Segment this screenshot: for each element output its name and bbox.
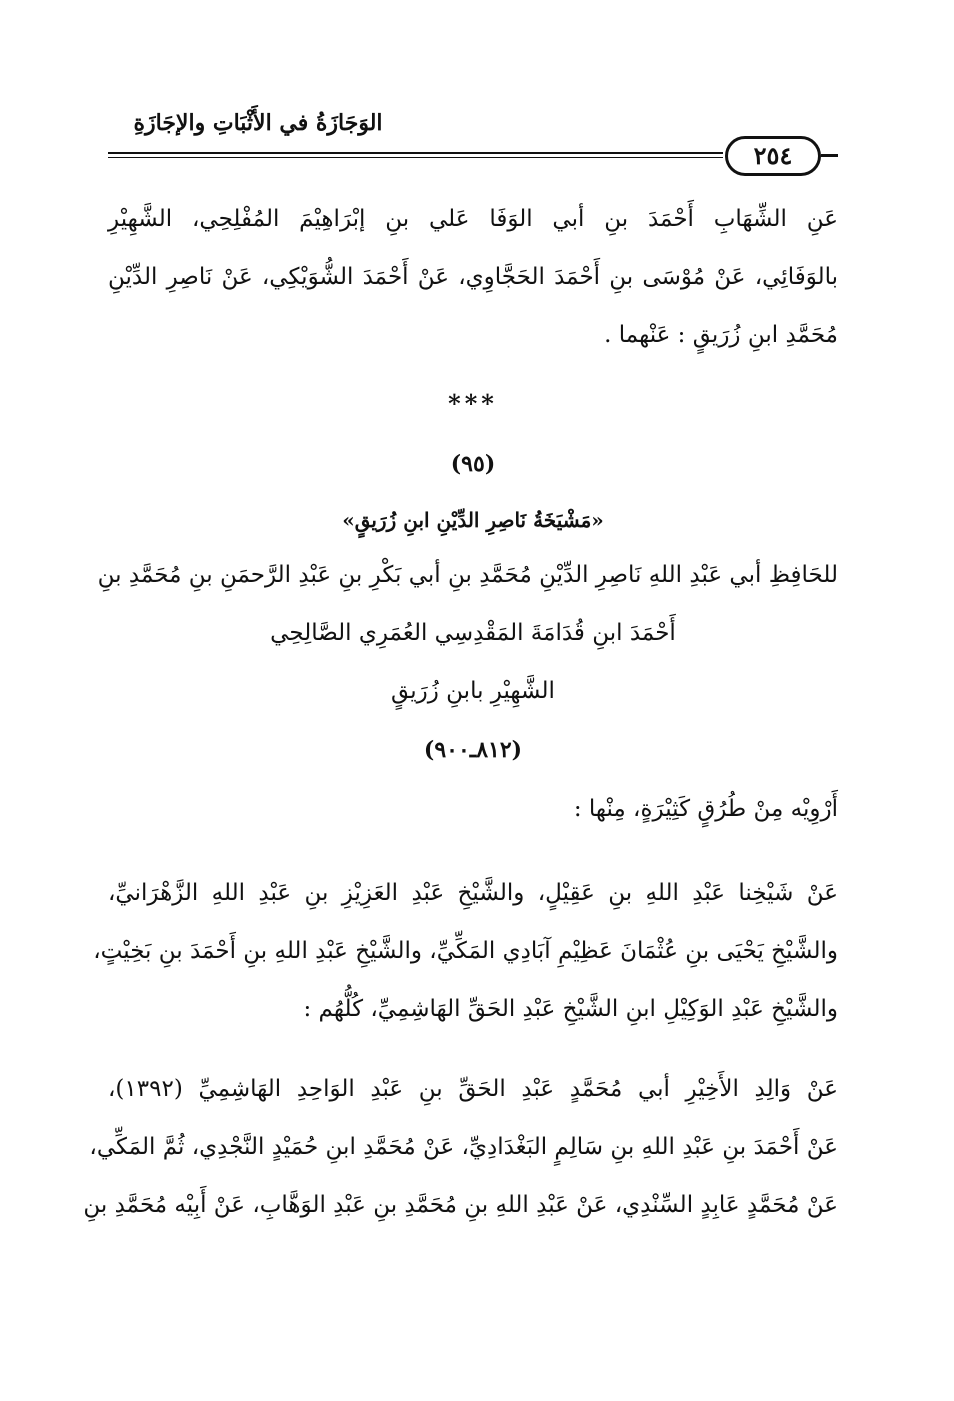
author-dates: (٨١٢ـ٩٠٠) — [423, 737, 523, 763]
page-number: ٢٥٤ — [725, 136, 821, 176]
section-separator: *** — [448, 389, 498, 418]
page-header — [108, 100, 838, 180]
intro-line: أَرْوِيْه مِنْ طُرُقٍ كَثِيْرَةٍ، مِنْها : — [573, 796, 838, 822]
page-content — [83, 190, 838, 1234]
author-line: للحَافِظِ أبي عَبْدِ اللهِ نَاصِرِ الدِّيْنِ مُحَمَّدِ بنِ أبي بَكْرِ بنِ عَبْدِ الرَّحمَنِ بنِ مُحَمَّدِ بنِ — [97, 562, 838, 588]
paragraph-isnad-3 — [83, 1060, 838, 1234]
text-line: بالوَفَائِي، عَنْ مُوْسَى بنِ أَحْمَدَ الحَجَّاوِي، عَنْ أَحْمَدَ الشُّوَيْكِي، عَنْ نَاصِرِ الدِّيْنِ — [108, 264, 838, 290]
text-line: عَنِ الشِّهَابِ أَحْمَدَ بنِ أبي الوَفَا عَلي بنِ إبْرَاهِيْمَ المُفْلِحِي، الشَّهِيْرِ — [108, 206, 838, 232]
paragraph-isnad-1 — [108, 190, 838, 364]
text-line: والشَّيْخِ يَحْيَى بنِ عُثْمَانَ عَظِيْمِ آبَادِي المَكِّيِّ، والشَّيْخِ عَبْدِ اللهِ بنِ أَحْمَدَ بنِ بَخِيْتٍ، — [93, 938, 838, 964]
header-rule — [108, 152, 723, 154]
text-line: عَنْ أَحْمَدَ بنِ عَبْدِ اللهِ بنِ سَالِمٍ البَغْدَادِيِّ، عَنْ مُحَمَّدِ ابنِ حُمَيْدٍ النَّجْدِي، ثُمَّ المَكِّي، — [89, 1134, 838, 1160]
text-line: عَنْ شَيْخِنا عَبْدِ اللهِ بنِ عَقِيْلٍ، والشَّيْخِ عَبْدِ العَزِيْزِ بنِ عَبْدِ اللهِ الزَّهْرَانيِّ، — [108, 880, 838, 906]
entry-number: (٩٥) — [450, 451, 496, 477]
book-title: «مَشْيَخَةُ نَاصِرِ الدِّيْنِ ابنِ زُرَيقٍ» — [342, 508, 604, 532]
text-line: عَنْ وَالِدِ الأَخِيْرِ أبي مُحَمَّدٍ عَبْدِ الحَقِّ بنِ عَبْدِ الوَاحِدِ الهَاشِمِيِّ (١٣٩٢)، — [108, 1076, 838, 1102]
author-line: أَحْمَدَ ابنِ قُدَامَةَ المَقْدِسِي العُمَرِي الصَّالِحِي — [270, 620, 676, 646]
text-line: مُحَمَّدِ ابنِ زُرَيقٍ : عَنْهما . — [604, 322, 838, 348]
author-line: الشَّهِيْرِ بابنِ زُرَيقٍ — [391, 678, 555, 704]
header-rule-thin — [108, 157, 723, 158]
running-title: الوَجَازَةُ في الأَثْبَاتِ والإجَازَةِ — [133, 110, 383, 136]
header-rule-end — [821, 154, 838, 157]
text-line: عَنْ مُحَمَّدٍ عَابِدٍ السِّنْدِي، عَنْ عَبْدِ اللهِ بنِ مُحَمَّدِ بنِ عَبْدِ الوَهَّابِ، عَنْ أَبِيْه مُحَمَّدِ بنِ — [83, 1192, 838, 1218]
text-line: والشَّيْخِ عَبْدِ الوَكِيْلِ ابنِ الشَّيْخِ عَبْدِ الحَقِّ الهَاشِمِيِّ، كُلُّهُم : — [303, 996, 838, 1022]
paragraph-isnad-2 — [93, 864, 838, 1038]
